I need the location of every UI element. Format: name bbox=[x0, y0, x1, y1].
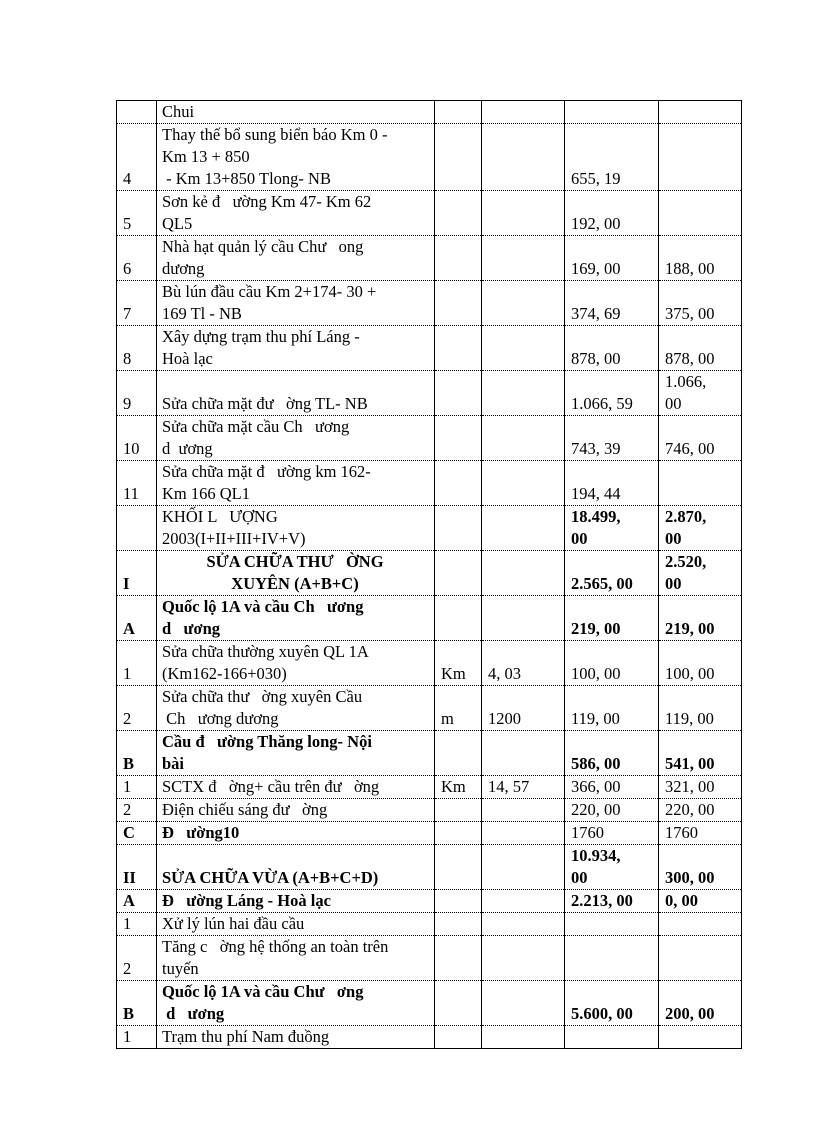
row-quantity bbox=[482, 822, 565, 845]
table-row bbox=[117, 981, 742, 1026]
table-row bbox=[117, 371, 742, 416]
row-description: Đ ường10 bbox=[157, 822, 435, 845]
row-value-2: 200, 00 bbox=[659, 981, 742, 1026]
row-unit bbox=[435, 890, 482, 913]
row-unit bbox=[435, 1026, 482, 1049]
row-quantity bbox=[482, 551, 565, 596]
table-row bbox=[117, 461, 742, 506]
row-quantity bbox=[482, 913, 565, 936]
row-quantity bbox=[482, 236, 565, 281]
row-description: Cầu đ ường Thăng long- Nội bài bbox=[157, 731, 435, 776]
row-unit bbox=[435, 416, 482, 461]
row-quantity bbox=[482, 731, 565, 776]
row-value-1: 374, 69 bbox=[565, 281, 659, 326]
row-value-1: 220, 00 bbox=[565, 799, 659, 822]
row-number: 7 bbox=[117, 281, 157, 326]
row-quantity bbox=[482, 799, 565, 822]
row-number: 2 bbox=[117, 686, 157, 731]
row-number: 8 bbox=[117, 326, 157, 371]
row-unit bbox=[435, 461, 482, 506]
row-value-2: 0, 00 bbox=[659, 890, 742, 913]
row-description: Thay thế bổ sung biển báo Km 0 - Km 13 + 850 - Km 13+850 Tlong- NB bbox=[157, 124, 435, 191]
row-quantity bbox=[482, 371, 565, 416]
row-description: Sơn kẻ đ ường Km 47- Km 62 QL5 bbox=[157, 191, 435, 236]
row-description: Sửa chữa mặt đư ờng TL- NB bbox=[157, 371, 435, 416]
row-quantity bbox=[482, 461, 565, 506]
row-number: 11 bbox=[117, 461, 157, 506]
row-description: Sửa chữa thường xuyên QL 1A (Km162-166+030) bbox=[157, 641, 435, 686]
row-quantity bbox=[482, 1026, 565, 1049]
row-unit bbox=[435, 845, 482, 890]
row-quantity bbox=[482, 596, 565, 641]
row-description: Trạm thu phí Nam đuồng bbox=[157, 1026, 435, 1049]
row-value-2: 375, 00 bbox=[659, 281, 742, 326]
row-value-1: 655, 19 bbox=[565, 124, 659, 191]
row-description: SCTX đ ờng+ cầu trên đư ờng bbox=[157, 776, 435, 799]
row-value-2: 119, 00 bbox=[659, 686, 742, 731]
row-unit bbox=[435, 236, 482, 281]
table-row bbox=[117, 845, 742, 890]
row-description: Đ ường Láng - Hoà lạc bbox=[157, 890, 435, 913]
row-description: SỬA CHỮA VỪA (A+B+C+D) bbox=[157, 845, 435, 890]
row-value-2: 2.520, 00 bbox=[659, 551, 742, 596]
row-number: 9 bbox=[117, 371, 157, 416]
row-value-1: 2.213, 00 bbox=[565, 890, 659, 913]
row-unit bbox=[435, 371, 482, 416]
row-value-1 bbox=[565, 101, 659, 124]
row-value-2 bbox=[659, 1026, 742, 1049]
row-unit bbox=[435, 191, 482, 236]
row-number: 10 bbox=[117, 416, 157, 461]
row-value-2 bbox=[659, 936, 742, 981]
row-description: Bù lún đầu cầu Km 2+174- 30 + 169 Tl - NB bbox=[157, 281, 435, 326]
row-value-2 bbox=[659, 913, 742, 936]
row-value-2: 1.066, 00 bbox=[659, 371, 742, 416]
row-number: 1 bbox=[117, 776, 157, 799]
row-quantity bbox=[482, 281, 565, 326]
row-unit bbox=[435, 101, 482, 124]
table-row bbox=[117, 731, 742, 776]
table-row bbox=[117, 326, 742, 371]
row-value-1: 5.600, 00 bbox=[565, 981, 659, 1026]
row-value-2: 746, 00 bbox=[659, 416, 742, 461]
table-row bbox=[117, 236, 742, 281]
row-number: A bbox=[117, 596, 157, 641]
table-row bbox=[117, 776, 742, 799]
row-value-1: 10.934, 00 bbox=[565, 845, 659, 890]
row-quantity bbox=[482, 845, 565, 890]
row-description: Nhà hạt quản lý cầu Chư ong dương bbox=[157, 236, 435, 281]
row-quantity bbox=[482, 416, 565, 461]
table-row bbox=[117, 191, 742, 236]
row-number: 1 bbox=[117, 641, 157, 686]
row-number: 2 bbox=[117, 936, 157, 981]
row-number: 6 bbox=[117, 236, 157, 281]
table-row bbox=[117, 506, 742, 551]
row-number: 2 bbox=[117, 799, 157, 822]
row-number bbox=[117, 506, 157, 551]
row-quantity bbox=[482, 124, 565, 191]
row-value-1: 169, 00 bbox=[565, 236, 659, 281]
table-row bbox=[117, 1026, 742, 1049]
table-row bbox=[117, 799, 742, 822]
row-unit bbox=[435, 913, 482, 936]
row-number: II bbox=[117, 845, 157, 890]
row-unit bbox=[435, 124, 482, 191]
row-number: B bbox=[117, 981, 157, 1026]
table-row bbox=[117, 822, 742, 845]
row-value-2: 188, 00 bbox=[659, 236, 742, 281]
row-value-2: 1760 bbox=[659, 822, 742, 845]
row-value-1: 219, 00 bbox=[565, 596, 659, 641]
row-value-1: 100, 00 bbox=[565, 641, 659, 686]
row-description: Tăng c ờng hệ thống an toàn trên tuyến bbox=[157, 936, 435, 981]
row-unit bbox=[435, 981, 482, 1026]
row-description: Sửa chữa mặt đ ường km 162- Km 166 QL1 bbox=[157, 461, 435, 506]
row-value-1: 366, 00 bbox=[565, 776, 659, 799]
row-unit bbox=[435, 596, 482, 641]
row-value-2: 219, 00 bbox=[659, 596, 742, 641]
table-row bbox=[117, 686, 742, 731]
table-row bbox=[117, 596, 742, 641]
row-quantity: 14, 57 bbox=[482, 776, 565, 799]
row-value-1: 743, 39 bbox=[565, 416, 659, 461]
table-row bbox=[117, 913, 742, 936]
table-row bbox=[117, 281, 742, 326]
table-row bbox=[117, 101, 742, 124]
row-value-1 bbox=[565, 913, 659, 936]
row-unit bbox=[435, 506, 482, 551]
row-number: 4 bbox=[117, 124, 157, 191]
row-description: KHỐI L ƯỢNG 2003(I+II+III+IV+V) bbox=[157, 506, 435, 551]
row-value-1 bbox=[565, 1026, 659, 1049]
row-value-1: 586, 00 bbox=[565, 731, 659, 776]
budget-table bbox=[116, 100, 742, 1049]
row-value-2: 321, 00 bbox=[659, 776, 742, 799]
row-description: Điện chiếu sáng đư ờng bbox=[157, 799, 435, 822]
row-number: A bbox=[117, 890, 157, 913]
row-value-2: 100, 00 bbox=[659, 641, 742, 686]
table-row bbox=[117, 416, 742, 461]
row-unit bbox=[435, 281, 482, 326]
row-quantity bbox=[482, 326, 565, 371]
row-value-2: 878, 00 bbox=[659, 326, 742, 371]
row-value-1: 18.499, 00 bbox=[565, 506, 659, 551]
row-description: Sửa chữa mặt cầu Ch ương d ương bbox=[157, 416, 435, 461]
table-row bbox=[117, 551, 742, 596]
row-value-2: 300, 00 bbox=[659, 845, 742, 890]
row-value-2 bbox=[659, 101, 742, 124]
row-value-1: 1.066, 59 bbox=[565, 371, 659, 416]
table-body bbox=[117, 101, 742, 1049]
row-description: Quốc lộ 1A và cầu Ch ương d ương bbox=[157, 596, 435, 641]
row-unit: Km bbox=[435, 776, 482, 799]
row-quantity bbox=[482, 890, 565, 913]
row-description: Sửa chữa thư ờng xuyên Cầu Ch ương dương bbox=[157, 686, 435, 731]
row-unit: Km bbox=[435, 641, 482, 686]
row-value-2: 220, 00 bbox=[659, 799, 742, 822]
row-description: Xử lý lún hai đầu cầu bbox=[157, 913, 435, 936]
row-value-1: 192, 00 bbox=[565, 191, 659, 236]
row-unit bbox=[435, 822, 482, 845]
table-row bbox=[117, 641, 742, 686]
row-quantity bbox=[482, 981, 565, 1026]
table-row bbox=[117, 124, 742, 191]
row-description: SỬA CHỮA THƯ ỜNG XUYÊN (A+B+C) bbox=[157, 551, 435, 596]
row-quantity bbox=[482, 506, 565, 551]
row-quantity: 1200 bbox=[482, 686, 565, 731]
row-value-2 bbox=[659, 124, 742, 191]
row-value-1: 1760 bbox=[565, 822, 659, 845]
row-number: C bbox=[117, 822, 157, 845]
row-unit bbox=[435, 551, 482, 596]
row-quantity bbox=[482, 191, 565, 236]
row-unit bbox=[435, 326, 482, 371]
row-value-2: 2.870, 00 bbox=[659, 506, 742, 551]
row-unit: m bbox=[435, 686, 482, 731]
row-quantity bbox=[482, 101, 565, 124]
row-unit bbox=[435, 799, 482, 822]
row-quantity: 4, 03 bbox=[482, 641, 565, 686]
row-number: 1 bbox=[117, 913, 157, 936]
row-description: Chui bbox=[157, 101, 435, 124]
row-quantity bbox=[482, 936, 565, 981]
row-value-1 bbox=[565, 936, 659, 981]
row-number bbox=[117, 101, 157, 124]
row-value-2 bbox=[659, 191, 742, 236]
row-value-1: 878, 00 bbox=[565, 326, 659, 371]
row-number: 1 bbox=[117, 1026, 157, 1049]
row-value-2: 541, 00 bbox=[659, 731, 742, 776]
row-description: Quốc lộ 1A và cầu Chư ơng d ương bbox=[157, 981, 435, 1026]
row-description: Xây dựng trạm thu phí Láng - Hoà lạc bbox=[157, 326, 435, 371]
row-unit bbox=[435, 731, 482, 776]
row-unit bbox=[435, 936, 482, 981]
row-value-2 bbox=[659, 461, 742, 506]
table-row bbox=[117, 936, 742, 981]
row-value-1: 119, 00 bbox=[565, 686, 659, 731]
table-row bbox=[117, 890, 742, 913]
row-number: I bbox=[117, 551, 157, 596]
row-value-1: 2.565, 00 bbox=[565, 551, 659, 596]
row-number: B bbox=[117, 731, 157, 776]
row-value-1: 194, 44 bbox=[565, 461, 659, 506]
row-number: 5 bbox=[117, 191, 157, 236]
